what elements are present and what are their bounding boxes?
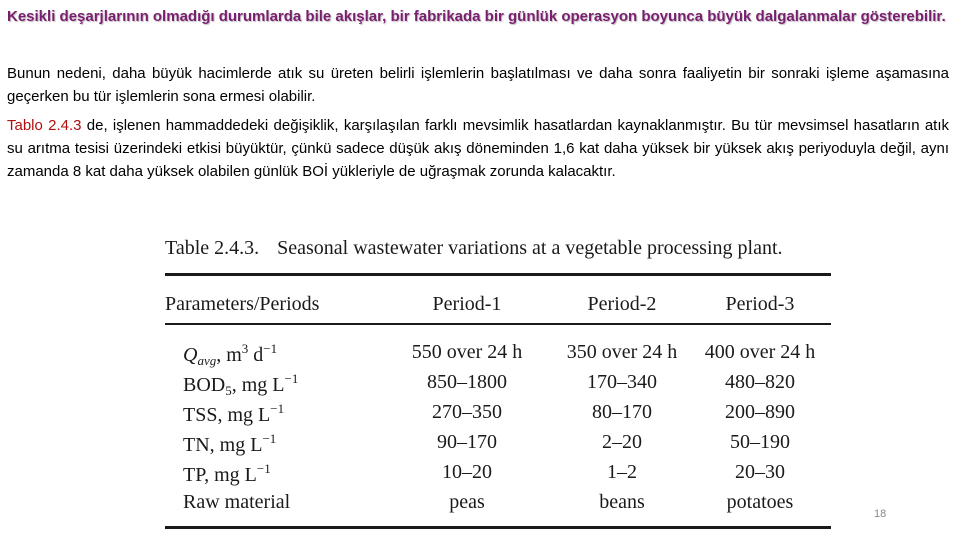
table-cell-period-2: 1–2 — [607, 461, 637, 483]
slide-heading: Kesikli deşarjlarının olmadığı durumlarda bile akışlar, bir fabrikada bir günlük operasyon boyunca büyük dalgalanmalar gösterebilir. — [7, 8, 946, 25]
table-cell-period-1: 90–170 — [437, 431, 497, 453]
header-period-1: Period-1 — [432, 293, 502, 315]
header-period-3: Period-3 — [725, 293, 795, 315]
header-parameters: Parameters/Periods — [165, 293, 320, 315]
table-cell-period-2: 2–20 — [602, 431, 642, 453]
table-reference-link[interactable]: Tablo 2.4.3 — [7, 117, 82, 134]
table-cell-period-1: 270–350 — [432, 401, 502, 423]
table-row-parameter: Raw material — [183, 491, 291, 513]
table-cell-period-1: 550 over 24 h — [411, 341, 523, 363]
table-cell-period-3: 50–190 — [730, 431, 790, 453]
table-cell-period-1: peas — [449, 491, 485, 513]
table-cell-period-3: 480–820 — [725, 371, 795, 393]
table-cell-period-3: 400 over 24 h — [704, 341, 816, 363]
table-caption-text: Seasonal wastewater variations at a vegetable processing plant. — [277, 237, 783, 259]
table-cell-period-3: potatoes — [726, 491, 794, 513]
table-row-parameter: $BOD_5$, mg $L^{-1}$ — [183, 371, 299, 398]
table-row-parameter: TP, mg $L^{-1}$ — [183, 461, 271, 486]
header-period-2: Period-2 — [587, 293, 657, 315]
table-cell-period-1: 850–1800 — [427, 371, 507, 393]
page-number: 18 — [874, 508, 887, 520]
paragraph-seasonal — [7, 114, 949, 183]
table-bottom-rule — [165, 526, 831, 529]
paragraph-cause: Bunun nedeni, daha büyük hacimlerde atık su üreten belirli işlemlerin başlatılması ve daha sonra faaliyetin bir sonraki işleme aşamasına geçerken bu tür işlemlerin sona ermesi olabilir. — [7, 65, 949, 105]
paragraph-seasonal-text: de, işlenen hammaddedeki değişiklik, karşılaşılan farklı mevsimlik hasatlardan kaynaklanmıştır. Bu tür mevsimsel hasatların atık su arıtma tesisi üzerindeki etkisi büyüktür, çünkü sadece düşük akış döneminden 1,6 kat daha yüksek bir yüksek akış periyoduyla değil, aynı zamanda 8 kat daha yüksek olabilen günlük BOİ yükleriyle de uğraşmak zorunda kalacaktır. — [7, 117, 949, 180]
table-cell-period-3: 200–890 — [725, 401, 795, 423]
table-top-rule — [165, 273, 831, 276]
table-cell-period-2: 170–340 — [587, 371, 657, 393]
table-cell-period-1: 10–20 — [442, 461, 492, 483]
table-row-parameter: TSS, mg $L^{-1}$ — [183, 401, 285, 426]
table-header-rule — [165, 323, 831, 325]
table-row-parameter: TN, mg $L^{-1}$ — [183, 431, 277, 456]
table-cell-period-2: 80–170 — [592, 401, 652, 423]
table-cell-period-2: 350 over 24 h — [566, 341, 678, 363]
table-cell-period-2: beans — [599, 491, 645, 513]
table-cell-period-3: 20–30 — [735, 461, 785, 483]
seasonal-variation-table — [165, 233, 831, 530]
table-caption-label: Table 2.4.3. — [165, 237, 260, 259]
table-row-parameter: $Q_{avg}$, $m^3$ $d^{-1}$ — [183, 341, 278, 368]
table-caption — [165, 237, 783, 260]
